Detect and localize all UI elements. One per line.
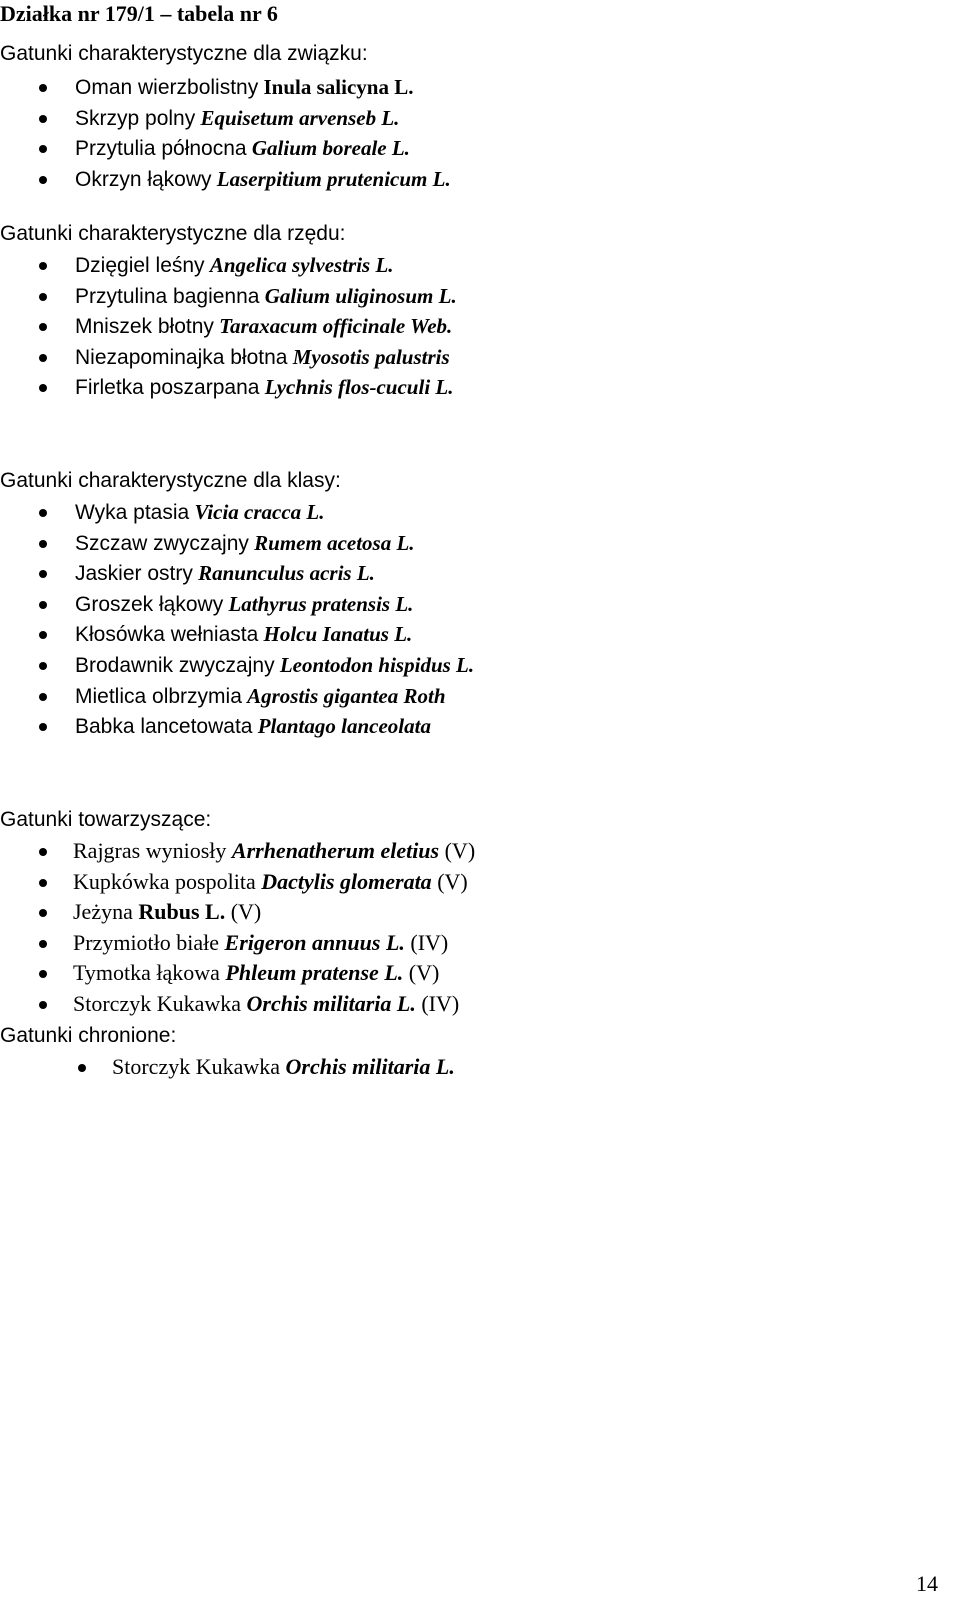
- section-heading-alliance: Gatunki charakterystyczne dla związku:: [0, 42, 368, 65]
- common-name: Szczaw zwyczajny: [75, 531, 249, 555]
- section-heading-class: Gatunki charakterystyczne dla klasy:: [0, 469, 341, 492]
- latin-name: Vicia cracca L.: [194, 500, 325, 524]
- frequency-class: (V): [230, 899, 262, 925]
- common-name: Skrzyp polny: [75, 106, 196, 130]
- latin-name: Lathyrus pratensis L.: [228, 591, 414, 616]
- common-name: Brodawnik zwyczajny: [75, 653, 275, 677]
- common-name: Okrzyn łąkowy: [75, 167, 212, 191]
- bullet-icon: [39, 940, 47, 948]
- latin-name: Rumem acetosa L.: [254, 530, 415, 555]
- common-name: Kłosówka wełniasta: [75, 623, 259, 647]
- latin-name: Plantago lanceolata: [257, 714, 431, 739]
- bullet-icon: [39, 570, 47, 578]
- common-name: Mietlica olbrzymia: [75, 684, 242, 708]
- common-name: Storczyk Kukawka: [112, 1054, 281, 1079]
- common-name: Jaskier ostry: [75, 562, 193, 586]
- bullet-icon: [39, 540, 47, 548]
- common-name: Tymotka łąkowa: [73, 960, 220, 986]
- bullet-icon: [39, 323, 47, 331]
- bullet-icon: [39, 631, 47, 639]
- latin-name: Orchis militaria L.: [246, 990, 416, 1016]
- bullet-icon: [39, 693, 47, 701]
- latin-name: Angelica sylvestris L.: [209, 253, 394, 277]
- page-number: 14: [916, 1571, 938, 1596]
- common-name: Przytulia północna: [75, 137, 247, 161]
- bullet-icon: [39, 970, 47, 978]
- bullet-icon: [39, 262, 47, 270]
- common-name: Jeżyna: [73, 899, 133, 925]
- bullet-icon: [39, 84, 47, 92]
- section-heading-companion: Gatunki towarzyszące:: [0, 808, 212, 831]
- latin-name: Myosotis palustris: [292, 344, 450, 369]
- bullet-icon: [39, 1001, 47, 1009]
- frequency-class: (IV): [421, 990, 460, 1016]
- bullet-icon: [39, 848, 47, 856]
- bullet-icon: [39, 601, 47, 609]
- bullet-icon: [39, 145, 47, 153]
- common-name: Babka lancetowata: [75, 715, 253, 739]
- frequency-class: (V): [437, 868, 468, 894]
- common-name: Dzięgiel leśny: [75, 254, 205, 277]
- latin-name: Ranunculus acris L.: [198, 561, 375, 586]
- latin-name: Galium uliginosum L.: [264, 283, 457, 308]
- common-name: Kupkówka pospolita: [73, 868, 256, 894]
- bullet-icon: [39, 293, 47, 301]
- bullet-icon: [39, 354, 47, 362]
- common-name: Firletka poszarpana: [75, 376, 260, 400]
- latin-name: Dactylis glomerata: [261, 868, 432, 894]
- bullet-icon: [39, 384, 47, 392]
- latin-name: Leontodon hispidus L.: [279, 652, 475, 677]
- common-name: Rajgras wyniosły: [73, 838, 227, 863]
- common-name: Przymiotło białe: [73, 929, 220, 955]
- bullet-icon: [39, 879, 47, 887]
- section-heading-protected: Gatunki chronione:: [0, 1024, 177, 1047]
- bullet-icon: [39, 662, 47, 670]
- common-name: Wyka ptasia: [75, 501, 190, 524]
- common-name: Mniszek błotny: [75, 315, 214, 339]
- bullet-icon: [39, 176, 47, 184]
- common-name: Niezapominajka błotna: [75, 345, 288, 369]
- common-name: Groszek łąkowy: [75, 592, 224, 616]
- common-name: Przytulina bagienna: [75, 284, 260, 308]
- bullet-icon: [39, 509, 47, 517]
- frequency-class: (V): [408, 960, 440, 986]
- latin-name: Erigeron annuus L.: [224, 929, 405, 955]
- latin-name: Galium boreale L.: [251, 136, 410, 161]
- latin-name: Arrhenatherum eletius: [231, 838, 440, 863]
- bullet-icon: [39, 115, 47, 123]
- latin-name: Lychnis flos-cuculi L.: [264, 375, 454, 400]
- latin-name: Holcu Ianatus L.: [263, 622, 413, 647]
- latin-name: Equisetum arvenseb L.: [200, 105, 400, 130]
- latin-name: Rubus L.: [138, 899, 226, 925]
- common-name: Oman wierzbolistny: [75, 76, 259, 99]
- latin-name: Phleum pratense L.: [225, 960, 404, 986]
- latin-name: Laserpitium prutenicum L.: [216, 166, 451, 191]
- page-title: Działka nr 179/1 – tabela nr 6: [0, 1, 278, 26]
- bullet-icon: [39, 909, 47, 917]
- frequency-class: (V): [444, 838, 476, 863]
- common-name: Storczyk Kukawka: [73, 990, 242, 1016]
- bullet-icon: [78, 1064, 86, 1072]
- latin-name: Inula salicyna L.: [263, 75, 414, 99]
- latin-name: Taraxacum officinale Web.: [219, 314, 453, 339]
- frequency-class: (IV): [410, 929, 449, 955]
- bullet-icon: [39, 723, 47, 731]
- latin-name: Orchis militaria L.: [285, 1054, 455, 1079]
- section-heading-order: Gatunki charakterystyczne dla rzędu:: [0, 222, 346, 245]
- latin-name: Agrostis gigantea Roth: [247, 683, 446, 708]
